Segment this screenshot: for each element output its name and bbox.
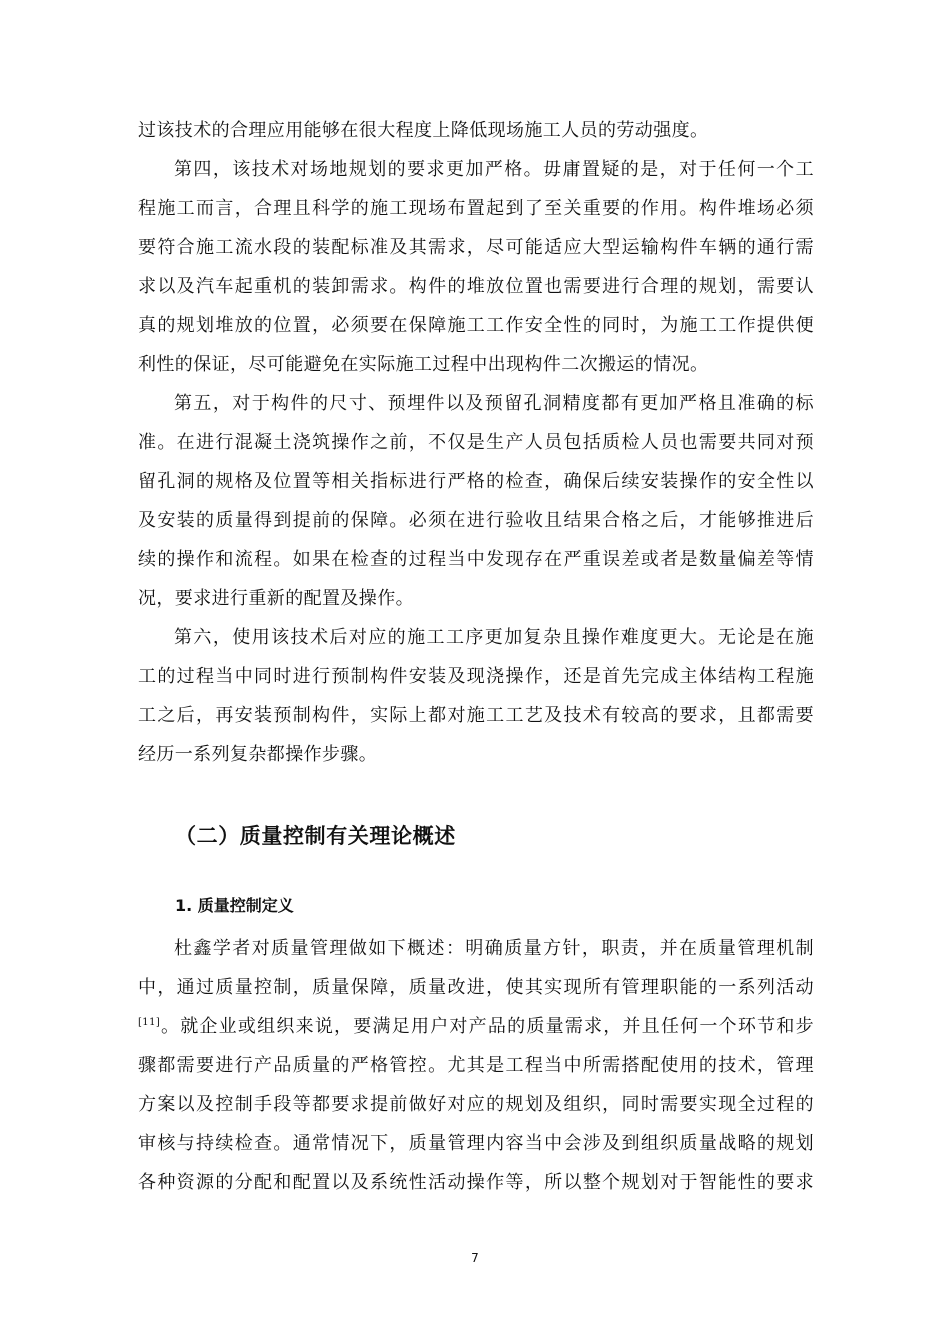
- paragraph-line: 中，通过质量控制，质量保障，质量改进，使其实现所有管理职能的一系列活动: [138, 977, 814, 998]
- paragraph-line: 真的规划堆放的位置，必须要在保障施工工作安全性的同时，为施工工作提供便: [138, 315, 814, 336]
- paragraph-line: 要符合施工流水段的装配标准及其需求，尽可能适应大型运输构件车辆的通行需: [138, 237, 814, 258]
- paragraph-line: 第六，使用该技术后对应的施工工序更加复杂且操作难度更大。无论是在施: [174, 627, 814, 648]
- paragraph-line: 准。在进行混凝土浇筑操作之前，不仅是生产人员包括质检人员也需要共同对预: [138, 432, 814, 453]
- paragraph-line: 审核与持续检查。通常情况下，质量管理内容当中会涉及到组织质量战略的规划: [138, 1133, 814, 1154]
- paragraph-line: 各种资源的分配和配置以及系统性活动操作等，所以整个规划对于智能性的要求: [138, 1172, 814, 1193]
- paragraph-line-with-citation: [138, 1014, 814, 1040]
- paragraph-line: 况，要求进行重新的配置及操作。: [138, 588, 414, 609]
- paragraph-line: 工的过程当中同时进行预制构件安装及现浇操作，还是首先完成主体结构工程施: [138, 666, 814, 687]
- paragraph-line-text: 。就企业或组织来说，要满足用户对产品的质量需求，并且任何一个环节和步: [160, 1016, 814, 1037]
- paragraph-line: 留孔洞的规格及位置等相关指标进行严格的检查，确保后续安装操作的安全性以: [138, 471, 814, 492]
- paragraph-line: 杜鑫学者对质量管理做如下概述：明确质量方针，职责，并在质量管理机制: [174, 938, 814, 959]
- paragraph-line: 利性的保证，尽可能避免在实际施工过程中出现构件二次搬运的情况。: [138, 354, 709, 375]
- paragraph-line: 骤都需要进行产品质量的严格管控。尤其是工程当中所需搭配使用的技术，管理: [138, 1055, 814, 1076]
- paragraph-line: 方案以及控制手段等都要求提前做好对应的规划及组织，同时需要实现全过程的: [138, 1094, 814, 1115]
- paragraph-line: 工之后，再安装预制构件，实际上都对施工工艺及技术有较高的要求，且都需要: [138, 705, 814, 726]
- paragraph-line: 程施工而言，合理且科学的施工现场布置起到了至关重要的作用。构件堆场必须: [138, 198, 814, 219]
- paragraph-line: 第五，对于构件的尺寸、预埋件以及预留孔洞精度都有更加严格且准确的标: [174, 393, 814, 414]
- sub-heading: 1. 质量控制定义: [175, 896, 294, 915]
- paragraph-line: 第四，该技术对场地规划的要求更加严格。毋庸置疑的是，对于任何一个工: [174, 159, 814, 180]
- paragraph-line: 经历一系列复杂都操作步骤。: [138, 744, 378, 765]
- citation-reference: [11]: [138, 1017, 161, 1028]
- page-number: 7: [471, 1251, 479, 1265]
- paragraph-line: 求以及汽车起重机的装卸需求。构件的堆放位置也需要进行合理的规划，需要认: [138, 276, 814, 297]
- paragraph-line: 过该技术的合理应用能够在很大程度上降低现场施工人员的劳动强度。: [138, 120, 709, 141]
- section-heading: （二）质量控制有关理论概述: [175, 824, 456, 848]
- paragraph-line: 及安装的质量得到提前的保障。必须在进行验收且结果合格之后，才能够推进后: [138, 510, 814, 531]
- paragraph-line: 续的操作和流程。如果在检查的过程当中发现存在严重误差或者是数量偏差等情: [138, 549, 814, 570]
